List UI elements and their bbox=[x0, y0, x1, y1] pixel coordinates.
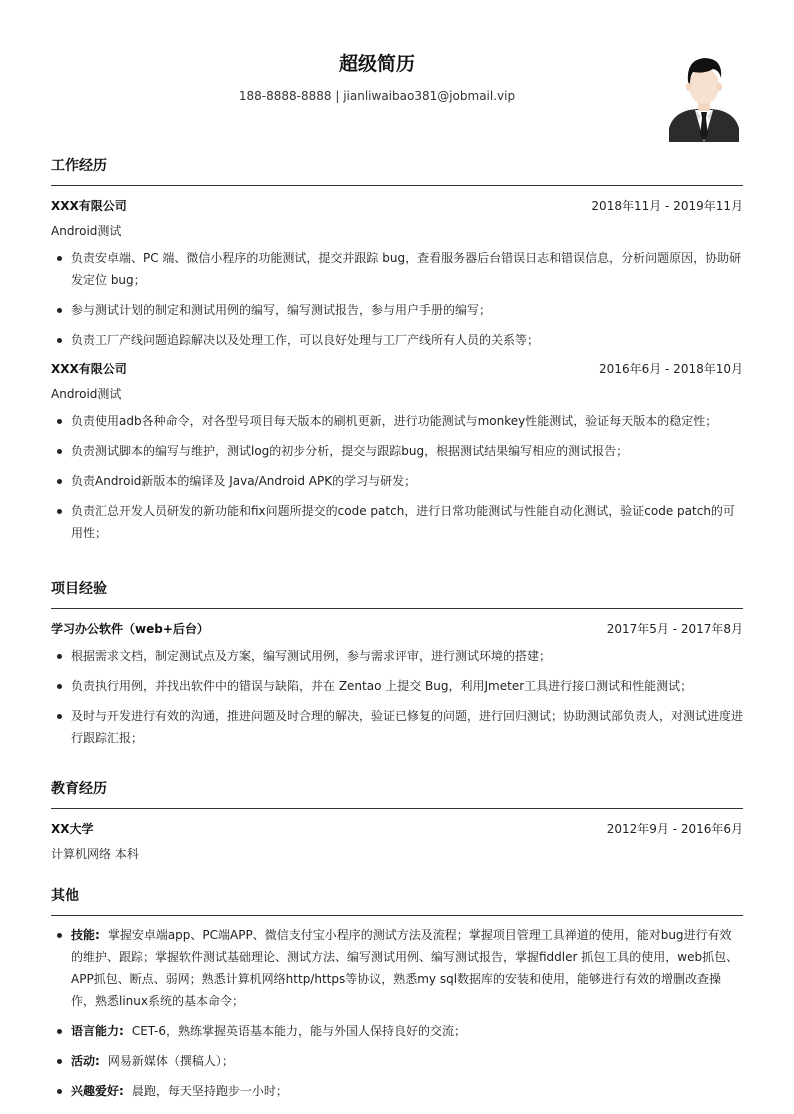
bullet-list bbox=[51, 924, 743, 1102]
list-item: 参与测试计划的制定和测试用例的编写，编写测试报告，参与用户手册的编写； bbox=[51, 299, 743, 321]
section-divider bbox=[51, 608, 743, 609]
entry-header bbox=[51, 196, 743, 216]
contact-info: 188-8888-8888 | jianliwaibao381@jobmail.vip bbox=[238, 89, 516, 103]
section-divider bbox=[51, 808, 743, 809]
section-divider bbox=[51, 915, 743, 916]
list-item bbox=[51, 1080, 743, 1102]
list-item: 及时与开发进行有效的沟通，推进问题及时合理的解决，验证已修复的问题，进行回归测试；协助测试部负责人，对测试进度进行跟踪汇报； bbox=[51, 705, 743, 749]
company-name: XXX有限公司 bbox=[51, 199, 127, 213]
section-title: 工作经历 bbox=[51, 158, 107, 174]
list-item: 负责执行用例，并找出软件中的错误与缺陷，并在 Zentao 上提交 Bug，利用Jmeter工具进行接口测试和性能测试； bbox=[51, 675, 743, 697]
list-item: 负责汇总开发人员研发的新功能和fix问题所提交的code patch，进行日常功能测试与性能自动化测试，验证code patch的可用性； bbox=[51, 500, 743, 544]
job-role: Android测试 bbox=[51, 387, 122, 401]
item-text: 晨跑，每天坚持跑步一小时； bbox=[131, 1084, 288, 1098]
bullet-list bbox=[51, 247, 743, 351]
list-item bbox=[51, 924, 743, 1012]
list-item bbox=[51, 1050, 743, 1072]
item-label: 兴趣爱好: bbox=[71, 1084, 124, 1098]
entry-date: 2018年11月 - 2019年11月 bbox=[591, 199, 743, 213]
education-section bbox=[51, 778, 743, 864]
degree-major: 计算机网络 本科 bbox=[51, 847, 139, 861]
entry-date: 2017年5月 - 2017年8月 bbox=[606, 622, 743, 636]
entry-header bbox=[51, 359, 743, 379]
item-text: 掌握安卓端app、PC端APP、微信支付宝小程序的测试方法及流程；掌握项目管理工具禅道的使用，能对bug进行有效的维护、跟踪；掌握软件测试基础理论、测试方法、编写测试用例、编写测试报告，掌握fiddler 抓包工具的使用，web抓包、APP抓包、断点、弱网；熟悉计算机网络http/https等协议，熟悉my sql数据库的安装和使用，能够进行有效的增删改查操作，熟悉linux系统的基本命令； bbox=[71, 928, 739, 1008]
section-title: 项目经验 bbox=[51, 581, 107, 597]
project-experience-section bbox=[51, 578, 743, 757]
work-experience-section bbox=[51, 155, 743, 552]
item-label: 活动: bbox=[71, 1054, 100, 1068]
section-title: 教育经历 bbox=[51, 781, 107, 797]
section-divider bbox=[51, 185, 743, 186]
list-item: 负责测试脚本的编写与维护，测试log的初步分析，提交与跟踪bug，根据测试结果编写相应的测试报告； bbox=[51, 440, 743, 462]
entry-date: 2012年9月 - 2016年6月 bbox=[606, 822, 743, 836]
avatar bbox=[667, 48, 741, 142]
item-text: 网易新媒体（撰稿人）； bbox=[107, 1054, 234, 1068]
list-item bbox=[51, 1020, 743, 1042]
candidate-name: 超级简历 bbox=[338, 53, 415, 75]
other-section bbox=[51, 885, 743, 1110]
resume-page bbox=[51, 0, 743, 1114]
section-title: 其他 bbox=[51, 888, 79, 904]
bullet-list bbox=[51, 410, 743, 544]
list-item: 负责使用adb各种命令，对各型号项目每天版本的刷机更新，进行功能测试与monkey性能测试，验证每天版本的稳定性； bbox=[51, 410, 743, 432]
bullet-list bbox=[51, 645, 743, 749]
item-label: 技能: bbox=[71, 928, 100, 942]
school-name: XX大学 bbox=[51, 822, 94, 836]
project-name: 学习办公软件（web+后台） bbox=[51, 622, 209, 636]
entry-date: 2016年6月 - 2018年10月 bbox=[599, 362, 743, 376]
item-text: CET-6，熟练掌握英语基本能力，能与外国人保持良好的交流； bbox=[131, 1024, 466, 1038]
resume-header bbox=[51, 50, 743, 104]
list-item: 负责安卓端、PC 端、微信小程序的功能测试，提交并跟踪 bug，查看服务器后台错误日志和错误信息，分析问题原因，协助研发定位 bug； bbox=[51, 247, 743, 291]
list-item: 负责工厂产线问题追踪解决以及处理工作，可以良好处理与工厂产线所有人员的关系等； bbox=[51, 329, 743, 351]
list-item: 根据需求文档，制定测试点及方案，编写测试用例，参与需求评审，进行测试环境的搭建； bbox=[51, 645, 743, 667]
item-label: 语言能力: bbox=[71, 1024, 124, 1038]
list-item: 负责Android新版本的编译及 Java/Android APK的学习与研发； bbox=[51, 470, 743, 492]
entry-header bbox=[51, 619, 743, 639]
job-role: Android测试 bbox=[51, 224, 122, 238]
company-name: XXX有限公司 bbox=[51, 362, 127, 376]
entry-header bbox=[51, 819, 743, 839]
